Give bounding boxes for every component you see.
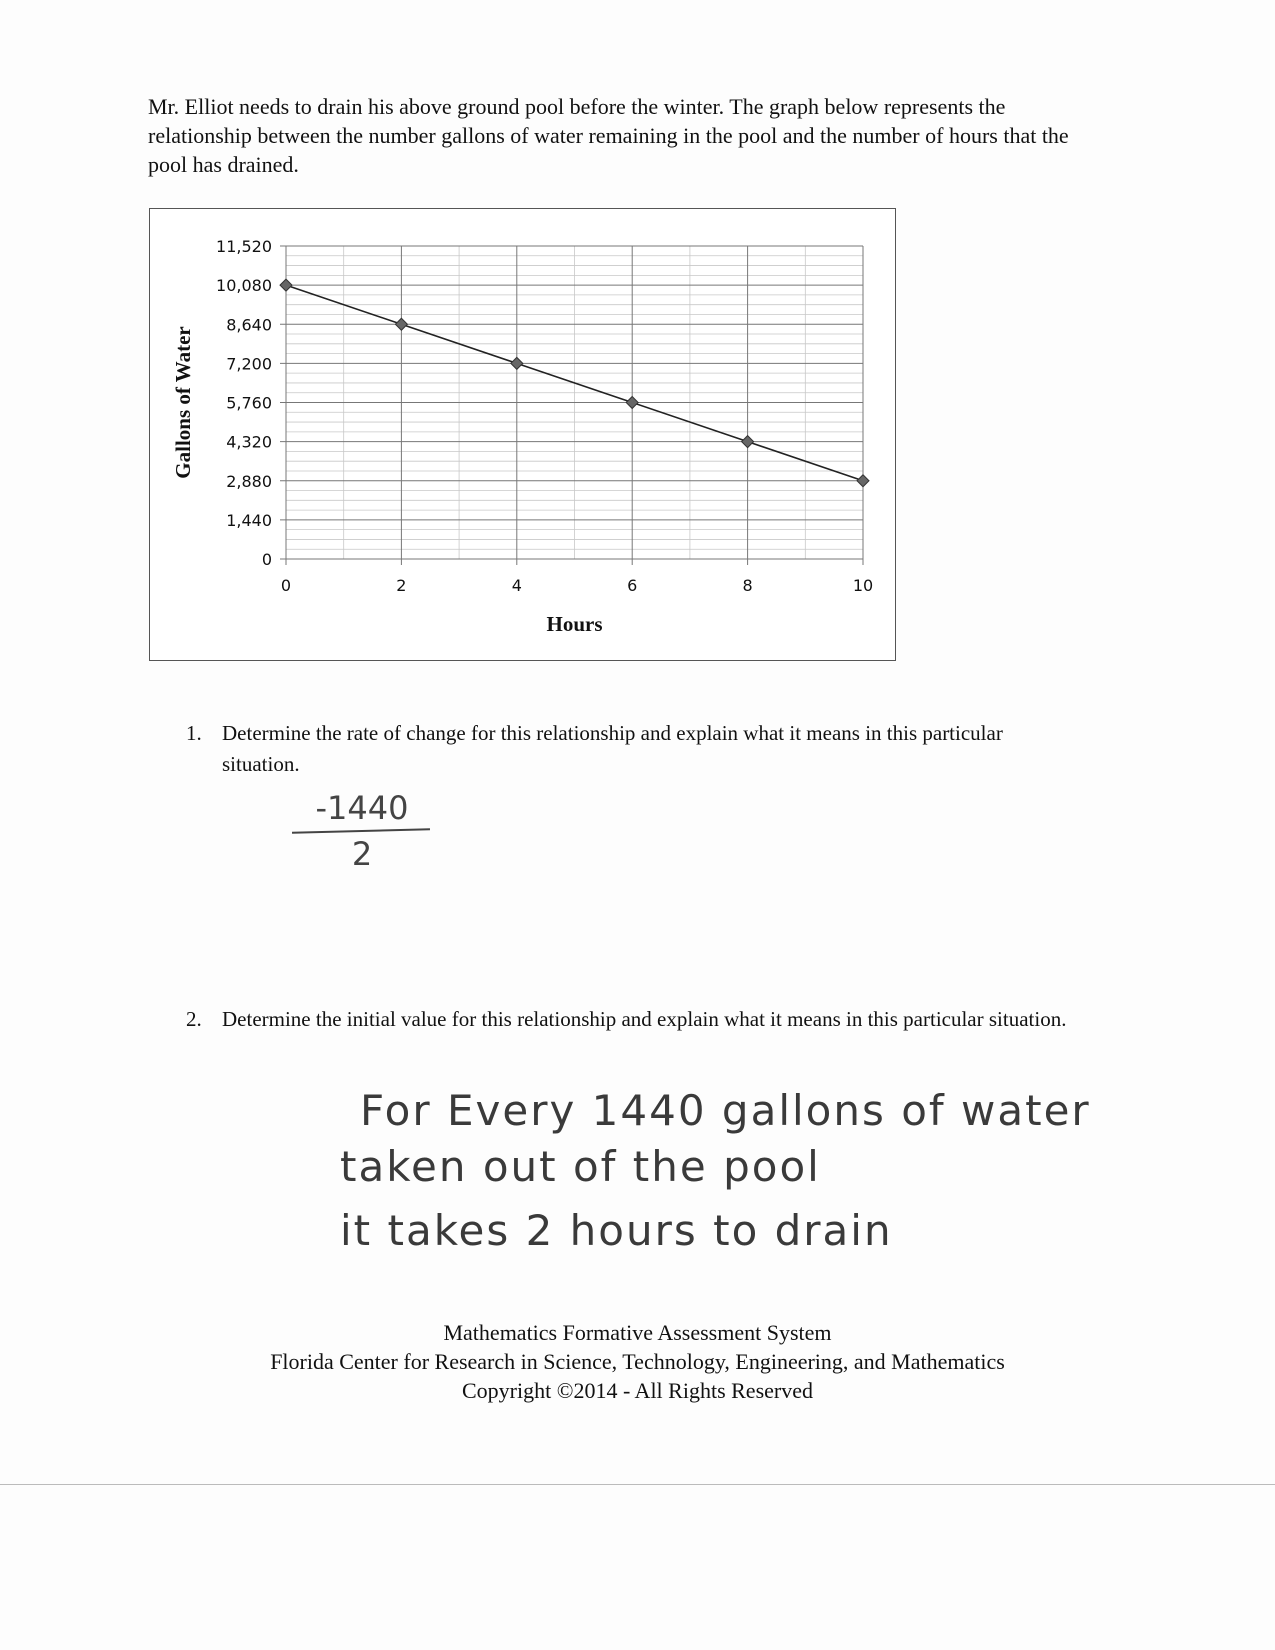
y-axis-label: Gallons of Water xyxy=(171,326,195,479)
question-1-text: Determine the rate of change for this relationship and explain what it means in this particular situation. xyxy=(222,721,1003,776)
y-tick-label: 4,320 xyxy=(226,432,272,452)
fraction-numerator: -1440 xyxy=(315,789,409,827)
data-point xyxy=(511,357,523,369)
footer-line-2: Florida Center for Research in Science, Technology, Engineering, and Mathematics xyxy=(270,1349,1005,1374)
y-tick-label: 1,440 xyxy=(226,510,272,530)
footer xyxy=(0,1318,1275,1405)
question-2-number: 2. xyxy=(186,1007,202,1031)
problem-intro: Mr. Elliot needs to drain his above ground pool before the winter. The graph below represents the relationship between the number gallons of water remaining in the pool and the number of hours that the pool has drained. xyxy=(148,94,1069,177)
footer-line-1: Mathematics Formative Assessment System xyxy=(443,1320,832,1345)
chart-svg xyxy=(150,209,895,660)
x-axis-label: Hours xyxy=(546,612,603,636)
x-tick-label: 0 xyxy=(280,576,292,595)
y-tick-label: 8,640 xyxy=(226,315,272,335)
fraction-bar xyxy=(292,828,430,834)
x-tick-label: 6 xyxy=(627,576,638,595)
data-point xyxy=(395,318,407,330)
question-2-text: Determine the initial value for this relationship and explain what it means in this particular situation. xyxy=(222,1007,1067,1031)
y-tick-label: 11,520 xyxy=(216,237,272,256)
y-tick-label: 0 xyxy=(261,550,272,569)
answer-line-1: For Every 1440 gallons of water xyxy=(360,1086,1091,1135)
y-tick-label: 7,200 xyxy=(226,354,272,374)
fraction-denominator: 2 xyxy=(351,835,373,873)
y-tick-label: 10,080 xyxy=(216,276,272,296)
y-tick-label: 2,880 xyxy=(226,471,272,491)
x-tick-label: 10 xyxy=(852,576,874,595)
answer-line-2: taken out of the pool xyxy=(340,1142,821,1191)
question-1-number: 1. xyxy=(186,721,202,745)
x-tick-label: 2 xyxy=(396,576,407,595)
x-tick-label: 8 xyxy=(742,576,753,595)
data-point xyxy=(280,279,292,291)
answer-line-3: it takes 2 hours to drain xyxy=(340,1206,893,1255)
data-point xyxy=(742,436,754,448)
data-point xyxy=(626,397,638,409)
x-tick-label: 4 xyxy=(511,576,522,595)
scan-edge-line xyxy=(0,1484,1275,1485)
handwritten-fraction xyxy=(292,790,432,872)
footer-line-3: Copyright ©2014 - All Rights Reserved xyxy=(462,1378,813,1403)
pool-drain-chart xyxy=(149,208,896,661)
y-tick-label: 5,760 xyxy=(226,393,272,413)
data-point xyxy=(857,475,869,487)
